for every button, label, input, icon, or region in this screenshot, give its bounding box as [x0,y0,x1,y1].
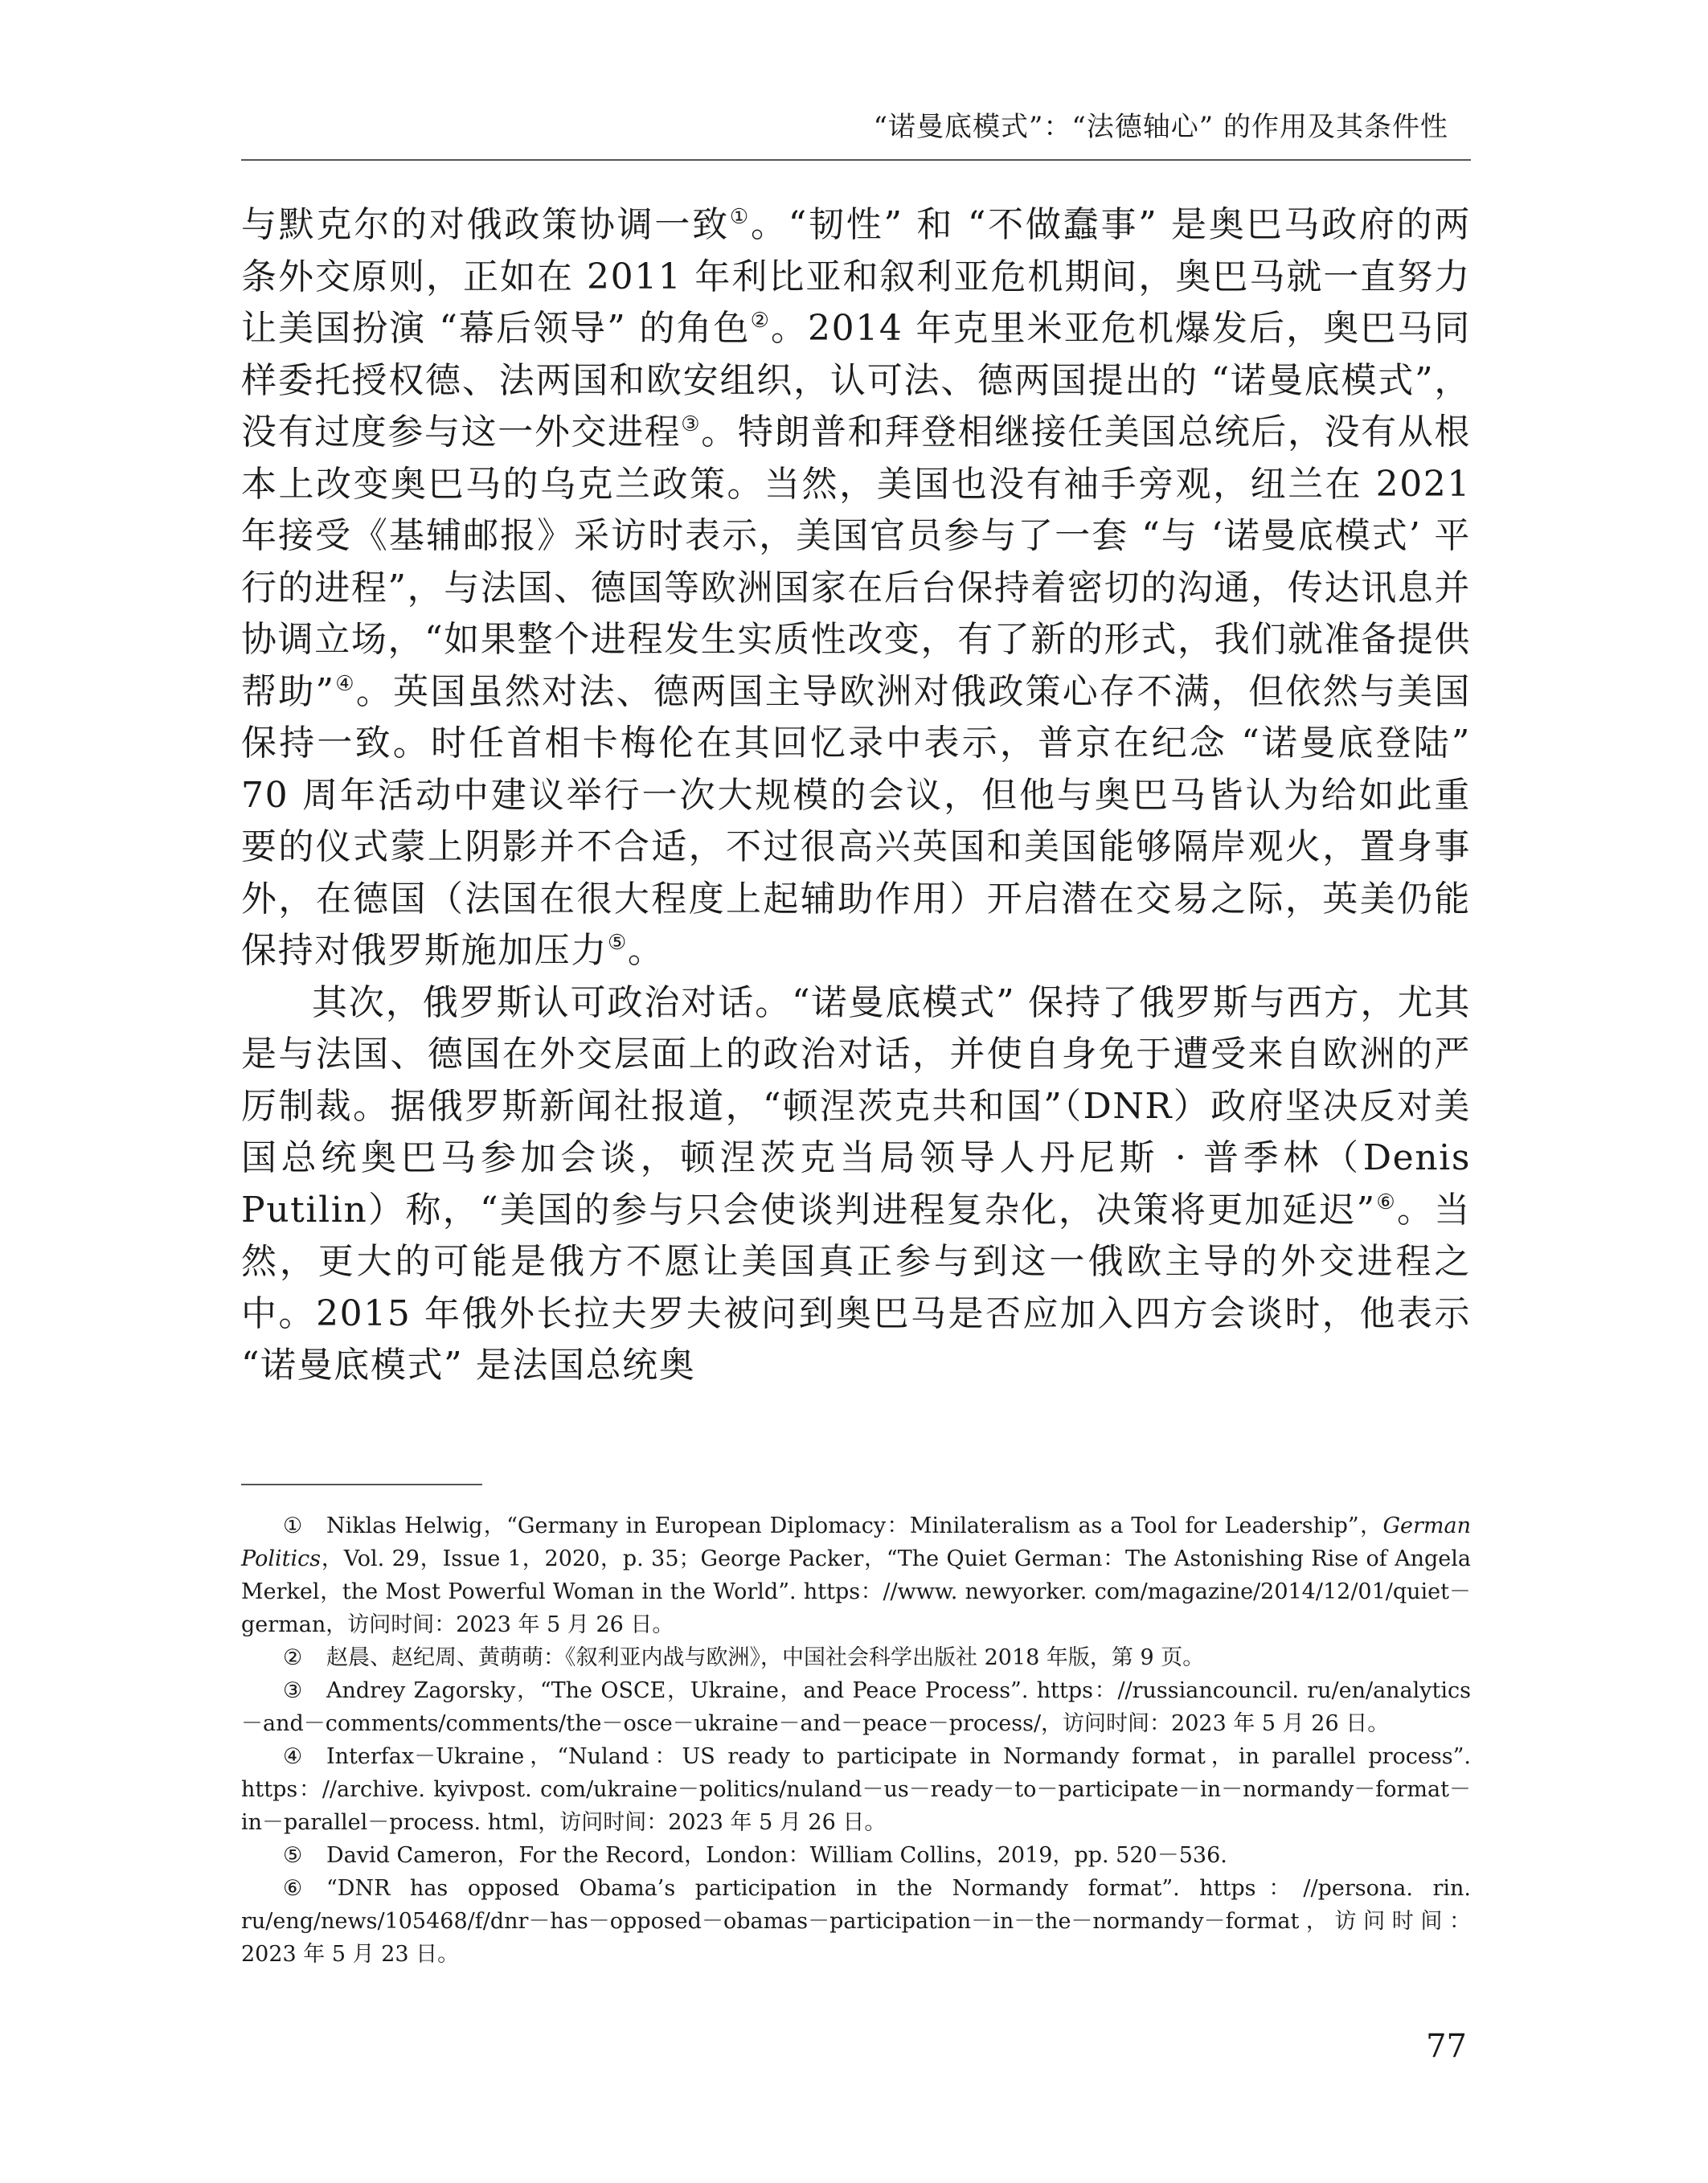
footnote-1 [241,1509,1471,1641]
text-run: 。2014 年克里米亚危机爆发后，奥巴马同样委托授权德、法两国和欧安组织，认可法、德两国提出的 “诺曼底模式”，没有过度参与这一外交进程 [241,308,1472,453]
footnote-reference-1[interactable]: ① [729,205,751,229]
text-run: 与默克尔的对俄政策协调一致 [241,204,730,245]
footnote-text: 赵晨、赵纪周、黄萌萌：《叙利亚内战与欧洲》，中国社会科学出版社 2018 年版，第 9 页。 [326,1645,1205,1670]
footnote-divider [241,1484,482,1485]
footnote-number: ④ [283,1744,303,1769]
text-run: 。特朗普和拜登相继接任美国总统后，没有从根本上改变奥巴马的乌克兰政策。当然，美国也没有袖手旁观，纽兰在 2021 年接受《基辅邮报》采访时表示，美国官员参与了一套 “与 ‘诺曼底模式’ 平行的进程”，与法国、德国等欧洲国家在后台保持着密切的沟通，传达讯息并协调立场，“如果整个进程发生实质性改变，有了新的形式，我们就准备提供帮助” [241,412,1471,712]
footnote-number: ⑤ [283,1843,303,1868]
footnote-text: ，Vol. 29，Issue 1，2020，p. 35；George Packer，“The Quiet German：The Astonishing Rise of Angela Merkel，the Most Powerful Woman in the World”. https：//www. newyorker. com/magazine/2014/12/01/quiet－german，访问时间：2023 年 5 月 26 日。 [241,1546,1471,1637]
footnote-reference-6[interactable]: ⑥ [1375,1190,1398,1214]
footnote-text: “DNR has opposed Obama’s participation in the Normandy format”. https：//persona. rin. ru/eng/news/105468/f/dnr－has－opposed－obamas－participation－in－the－normandy－format，访问时间：2023 年 5 月 23 日。 [241,1876,1471,1967]
footnote-4 [241,1740,1471,1839]
footnote-reference-2[interactable]: ② [750,309,771,333]
footnote-reference-5[interactable]: ⑤ [608,931,628,955]
footnotes [241,1509,1471,1971]
page-number: 77 [1426,2028,1467,2065]
footnote-text: Niklas Helwig，“Germany in European Diplomacy：Minilateralism as a Tool for Leadership”， [326,1513,1383,1538]
text-run: 。“韧性” 和 “不做蠢事” 是奥巴马政府的两条外交原则，正如在 2011 年利比亚和叙利亚危机期间，奥巴马就一直努力让美国扮演 “幕后领导” 的角色 [241,204,1471,349]
paragraph-1 [241,199,1471,977]
footnote-3 [241,1674,1471,1740]
footnote-text: Andrey Zagorsky，“The OSCE，Ukraine，and Peace Process”. https：//russiancouncil. ru/en/analytics－and－comments/comments/the－osce－ukraine－and－peace－process/，访问时间：2023 年 5 月 26 日。 [241,1678,1471,1736]
main-text [241,199,1471,1392]
footnote-text: David Cameron，For the Record，London：William Collins，2019，pp. 520－536. [326,1843,1227,1868]
footnote-number: ① [283,1513,303,1538]
header-divider [241,159,1471,161]
footnote-5 [241,1839,1471,1872]
footnote-6 [241,1872,1471,1971]
footnote-number: ② [283,1645,303,1670]
footnote-journal-title: German Politics [241,1513,1471,1571]
paragraph-2 [241,977,1471,1392]
text-run: 。英国虽然对法、德两国主导欧洲对俄政策心存不满，但依然与美国保持一致。时任首相卡梅伦在其回忆录中表示，普京在纪念 “诺曼底登陆” 70 周年活动中建议举行一次大规模的会议，但他与奥巴马皆认为给如此重要的仪式蒙上阴影并不合适，不过很高兴英国和美国能够隔岸观火，置身事外，在德国（法国在很大程度上起辅助作用）开启潜在交易之际，英美仍能保持对俄罗斯施加压力 [241,670,1471,971]
footnote-text: Interfax－Ukraine，“Nuland：US ready to participate in Normandy format，in parallel process”. https：//archive. kyivpost. com/ukraine－politics/nuland－us－ready－to－participate－in－normandy－format－in－parallel－process. html，访问时间：2023 年 5 月 26 日。 [241,1744,1471,1835]
text-run: 。 [627,930,665,971]
footnote-number: ⑥ [283,1876,303,1901]
footnote-2 [241,1641,1471,1674]
footnote-reference-4[interactable]: ④ [334,671,356,696]
footnote-reference-3[interactable]: ③ [681,412,702,436]
text-run: 其次，俄罗斯认可政治对话。“诺曼底模式” 保持了俄罗斯与西方，尤其是与法国、德国在外交层面上的政治对话，并使自身免于遭受来自欧洲的严厉制裁。据俄罗斯新闻社报道，“顿涅茨克共和国”（DNR）政府坚决反对美国总统奥巴马参加会谈，顿涅茨克当局领导人丹尼斯 · 普季林（Denis Putilin）称，“美国的参与只会使谈判进程复杂化，决策将更加延迟” [241,981,1471,1231]
running-header: “诺曼底模式”：“法德轴心” 的作用及其条件性 [873,111,1448,143]
footnote-number: ③ [283,1678,303,1703]
text-run: 。当然，更大的可能是俄方不愿让美国真正参与到这一俄欧主导的外交进程之中。2015 年俄外长拉夫罗夫被问到奥巴马是否应加入四方会谈时，他表示 “诺曼底模式” 是法国总统奥 [241,1189,1471,1386]
